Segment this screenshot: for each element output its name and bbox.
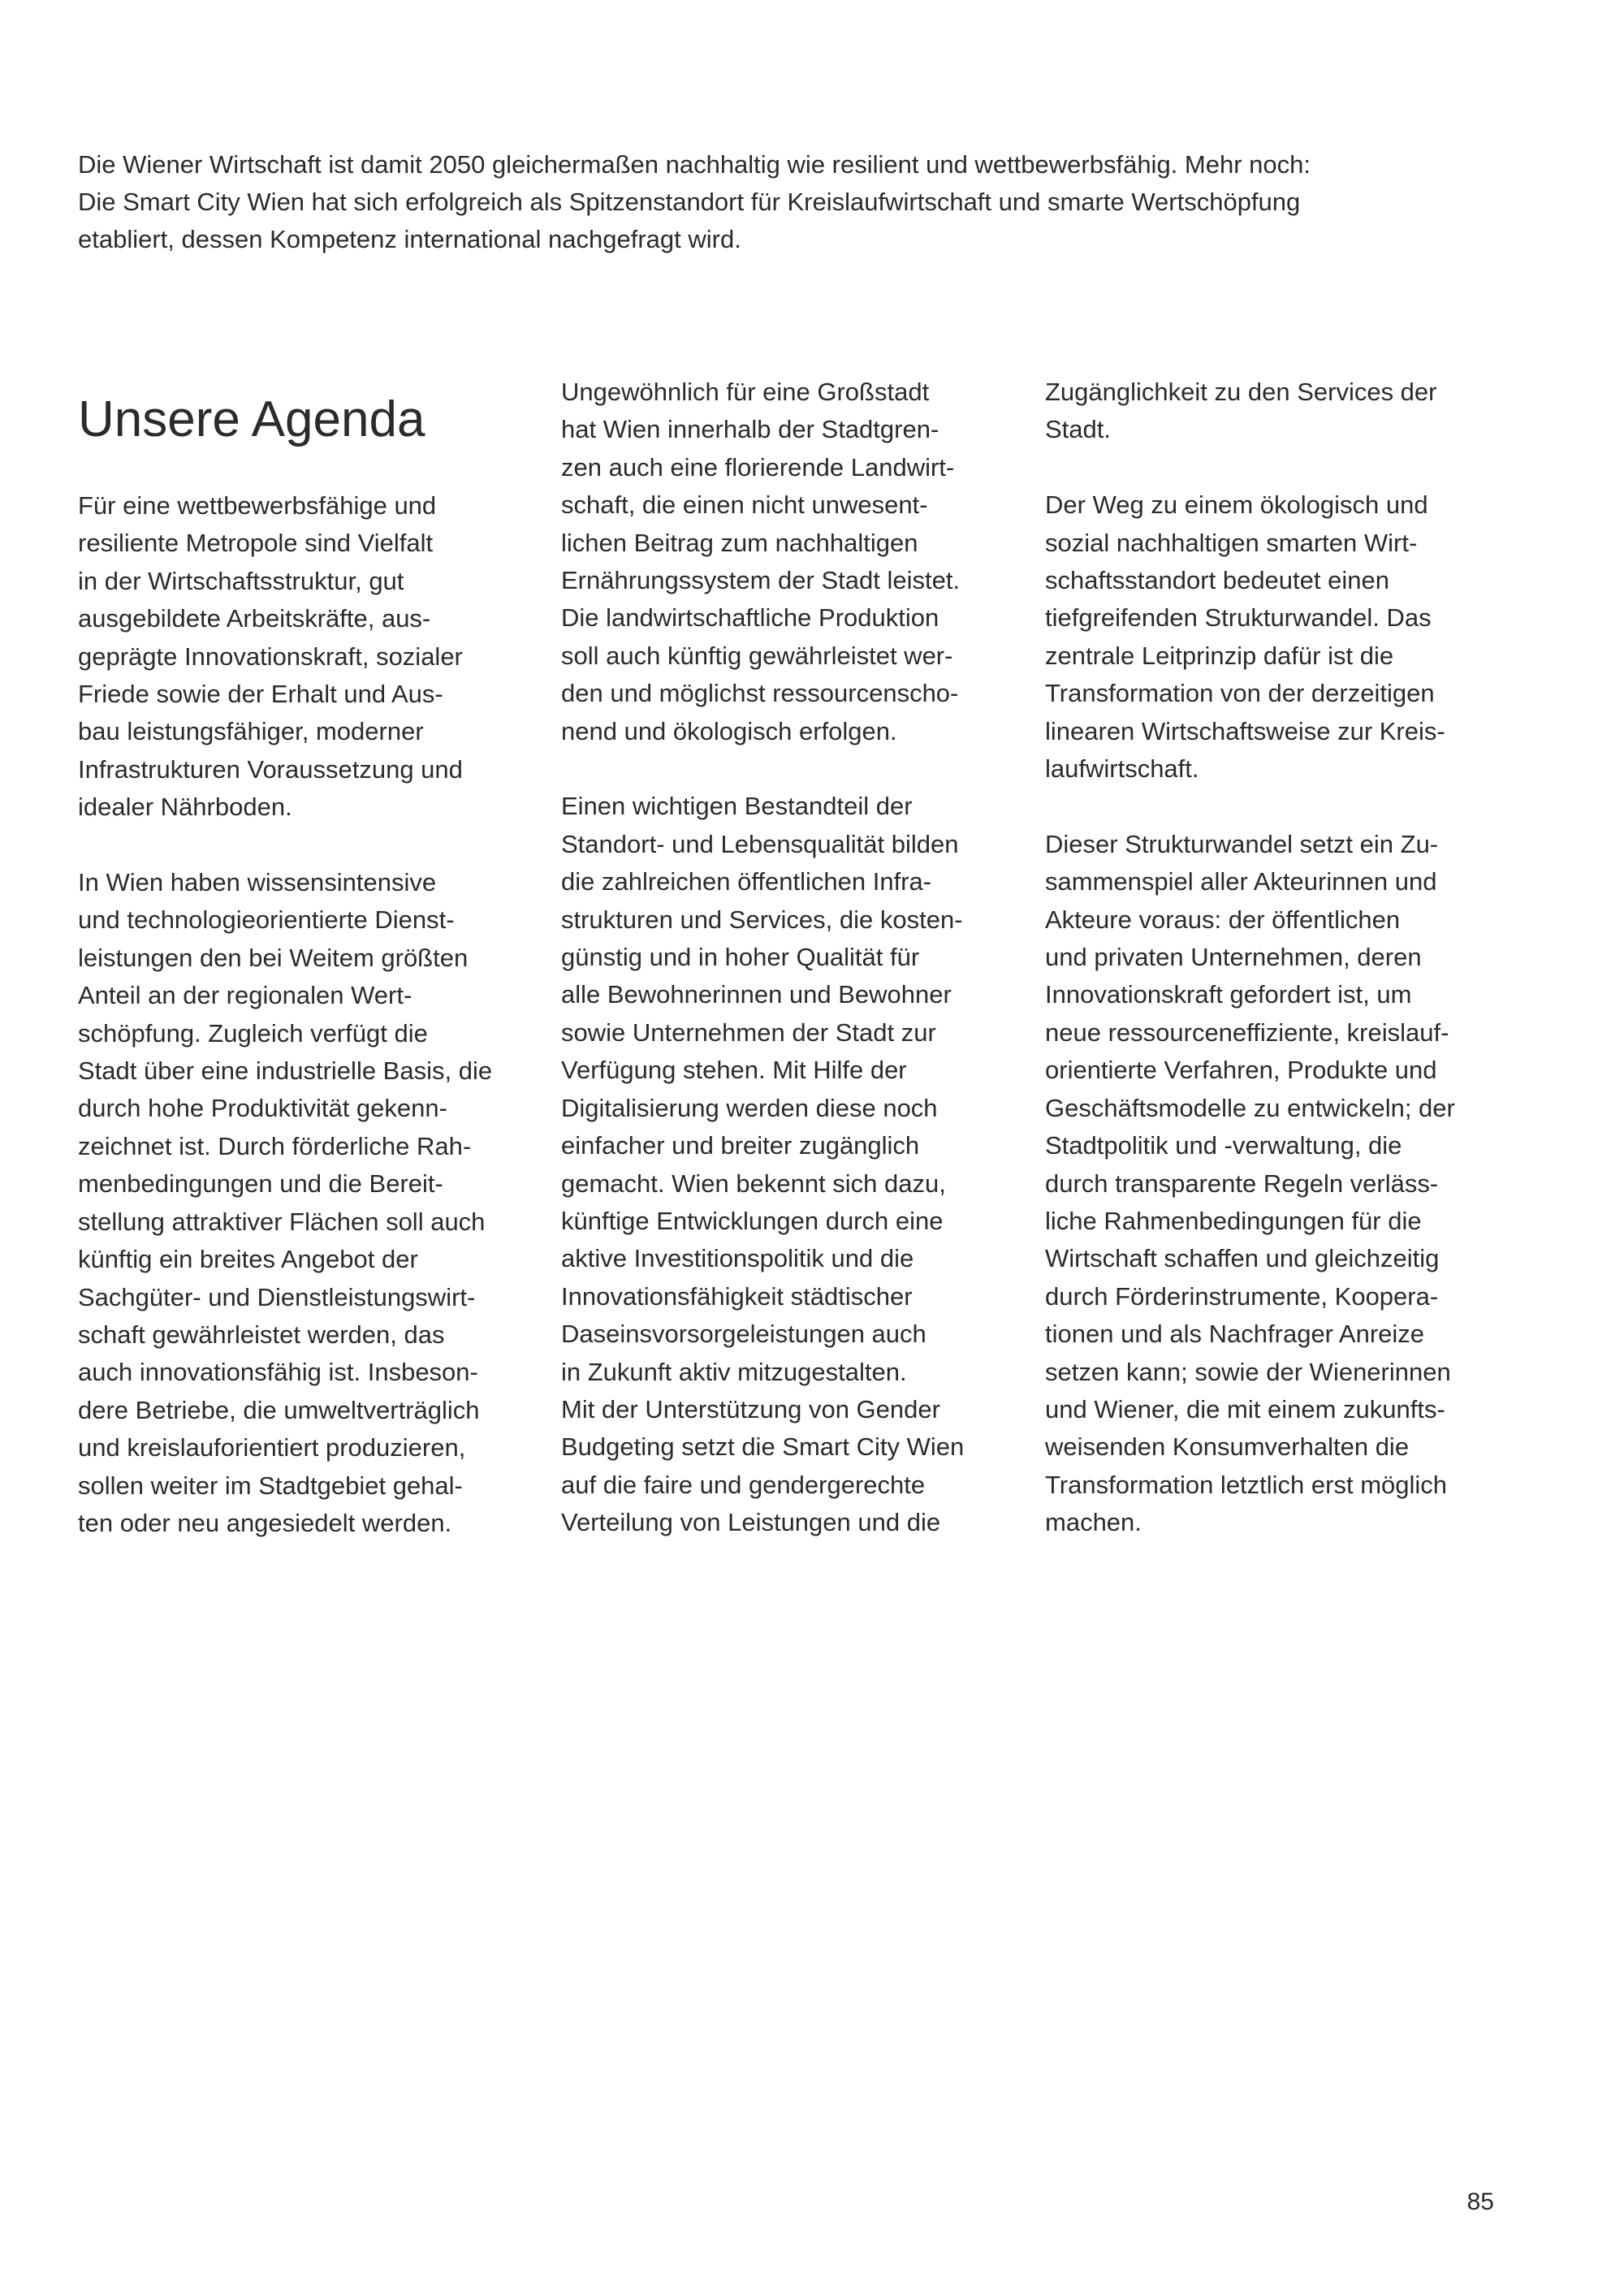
text-line: liche Rahmenbedingungen für die: [1045, 1206, 1422, 1235]
text-line: Der Weg zu einem ökologisch und: [1045, 490, 1428, 520]
text-line: nend und ökologisch erfolgen.: [561, 716, 897, 745]
text-line: Innovationsfähigkeit städtischer: [561, 1281, 913, 1311]
text-line: Anteil an der regionalen Wert-: [78, 981, 412, 1010]
body-paragraph: [78, 864, 533, 1542]
text-line: durch Förderinstrumente, Koopera-: [1045, 1281, 1439, 1311]
text-line: Ernährungssystem der Stadt leistet.: [561, 566, 961, 595]
text-line: weisenden Konsumverhalten die: [1045, 1432, 1410, 1462]
text-column-3: [1045, 374, 1500, 1542]
text-line: Standort- und Lebensqualität bilden: [561, 829, 959, 858]
text-line: Die landwirtschaftliche Produktion: [561, 603, 939, 633]
text-line: Mit der Unterstützung von Gender: [561, 1394, 940, 1423]
text-line: ausgebildete Arbeitskräfte, aus-: [78, 604, 431, 633]
text-line: in Zukunft aktiv mitzugestalten.: [561, 1357, 907, 1386]
text-line: Daseinsvorsorgeleistungen auch: [561, 1320, 926, 1349]
text-line: bau leistungsfähiger, moderner: [78, 717, 424, 746]
text-line: den und möglichst ressourcenscho-: [561, 679, 959, 708]
text-line: alle Bewohnerinnen und Bewohner: [561, 980, 952, 1009]
text-line: Infrastrukturen Voraussetzung und: [78, 754, 463, 784]
body-paragraph: [561, 788, 1016, 1541]
text-line: Stadtpolitik und -verwaltung, die: [1045, 1131, 1402, 1160]
text-line: tiefgreifenden Strukturwandel. Das: [1045, 603, 1432, 633]
text-line: soll auch künftig gewährleistet wer-: [561, 641, 953, 670]
text-line: Transformation von der derzeitigen: [1045, 679, 1435, 708]
text-line: Einen wichtigen Bestandteil der: [561, 792, 913, 821]
text-line: stellung attraktiver Flächen soll auch: [78, 1207, 486, 1236]
text-line: Ungewöhnlich für eine Großstadt: [561, 378, 930, 406]
body-paragraph: [1045, 826, 1500, 1542]
text-line: setzen kann; sowie der Wienerinnen: [1045, 1357, 1451, 1386]
text-line: gemacht. Wien bekennt sich dazu,: [561, 1169, 946, 1198]
text-line: dere Betriebe, die umweltverträglich: [78, 1395, 480, 1424]
text-line: in der Wirtschaftsstruktur, gut: [78, 566, 404, 595]
text-line: resiliente Metropole sind Vielfalt: [78, 529, 434, 558]
text-line: geprägte Innovationskraft, sozialer: [78, 642, 463, 671]
text-line: schöpfung. Zugleich verfügt die: [78, 1018, 428, 1048]
text-line: und privaten Unternehmen, deren: [1045, 943, 1422, 972]
text-line: linearen Wirtschaftsweise zur Kreis-: [1045, 716, 1445, 745]
text-line: und Wiener, die mit einem zukunfts-: [1045, 1394, 1445, 1423]
text-line: sozial nachhaltigen smarten Wirt-: [1045, 528, 1418, 557]
text-line: Friede sowie der Erhalt und Aus-: [78, 680, 443, 709]
text-line: sollen weiter im Stadtgebiet gehal-: [78, 1471, 463, 1500]
intro-line: Die Wiener Wirtschaft ist damit 2050 gleichermaßen nachhaltig wie resilient und wettbewerbsfähig. Mehr noch:: [78, 150, 1311, 179]
text-line: strukturen und Services, die kosten-: [561, 905, 963, 934]
text-line: Verfügung stehen. Mit Hilfe der: [561, 1056, 907, 1085]
text-line: leistungen den bei Weitem größten: [78, 943, 469, 972]
text-line: zen auch eine florierende Landwirt-: [561, 452, 955, 482]
text-line: zeichnet ist. Durch förderliche Rah-: [78, 1131, 472, 1160]
text-line: Dieser Strukturwandel setzt ein Zu-: [1045, 829, 1439, 858]
text-line: schaftsstandort bedeutet einen: [1045, 566, 1389, 595]
body-paragraph: [1045, 486, 1500, 788]
text-line: künftige Entwicklungen durch eine: [561, 1206, 944, 1235]
text-line: aktive Investitionspolitik und die: [561, 1244, 914, 1273]
text-line: Budgeting setzt die Smart City Wien: [561, 1432, 965, 1462]
body-paragraph: [1045, 374, 1500, 449]
text-line: Transformation letztlich erst möglich: [1045, 1470, 1448, 1499]
intro-line: Die Smart City Wien hat sich erfolgreich als Spitzenstandort für Kreislaufwirtschaft und smarte Wertschöpfung: [78, 188, 1301, 216]
text-line: künftig ein breites Angebot der: [78, 1245, 418, 1274]
text-line: Verteilung von Leistungen und die: [561, 1508, 941, 1537]
text-line: schaft gewährleistet werden, das: [78, 1320, 445, 1349]
text-line: machen.: [1045, 1508, 1142, 1537]
body-paragraph: [78, 487, 533, 827]
intro-line: etabliert, dessen Kompetenz international nachgefragt wird.: [78, 225, 741, 253]
text-line: Digitalisierung werden diese noch: [561, 1093, 938, 1122]
text-line: durch hohe Produktivität gekenn-: [78, 1094, 447, 1123]
text-line: einfacher und breiter zugänglich: [561, 1131, 920, 1160]
text-line: ten oder neu angesiedelt werden.: [78, 1508, 452, 1537]
text-line: Stadt.: [1045, 415, 1111, 444]
text-line: tionen und als Nachfrager Anreize: [1045, 1320, 1425, 1349]
text-line: Stadt über eine industrielle Basis, die: [78, 1056, 493, 1086]
text-line: Wirtschaft schaffen und gleichzeitig: [1045, 1244, 1440, 1273]
text-line: und technologieorientierte Dienst-: [78, 905, 455, 935]
text-column-2: [561, 374, 1016, 1542]
text-line: laufwirtschaft.: [1045, 754, 1199, 784]
text-line: durch transparente Regeln verläss-: [1045, 1169, 1439, 1198]
text-line: auch innovationsfähig ist. Insbeson-: [78, 1358, 478, 1387]
text-line: Für eine wettbewerbsfähige und: [78, 491, 437, 520]
text-line: Innovationskraft gefordert ist, um: [1045, 980, 1412, 1009]
intro-paragraph: [78, 146, 1556, 258]
text-line: schaft, die einen nicht unwesent-: [561, 490, 928, 520]
text-line: sowie Unternehmen der Stadt zur: [561, 1017, 936, 1047]
section-heading: Unsere Agenda: [78, 391, 425, 447]
text-line: Zugänglichkeit zu den Services der: [1045, 378, 1437, 406]
text-line: sammenspiel aller Akteurinnen und: [1045, 867, 1437, 896]
body-paragraph: [561, 374, 1016, 750]
text-line: menbedingungen und die Bereit-: [78, 1169, 443, 1199]
text-line: neue ressourceneffiziente, kreislauf-: [1045, 1017, 1449, 1047]
text-line: hat Wien innerhalb der Stadtgren-: [561, 415, 939, 444]
text-line: In Wien haben wissensintensive: [78, 868, 437, 897]
text-line: und kreislauforientiert produzieren,: [78, 1433, 466, 1462]
text-column-1: [78, 374, 533, 1542]
text-line: idealer Nährboden.: [78, 793, 292, 822]
text-line: Akteure voraus: der öffentlichen: [1045, 905, 1401, 934]
text-line: orientierte Verfahren, Produkte und: [1045, 1056, 1437, 1085]
text-line: Sachgüter- und Dienstleistungswirt-: [78, 1282, 476, 1311]
text-line: lichen Beitrag zum nachhaltigen: [561, 528, 918, 557]
page-number: 85: [1466, 2188, 1494, 2215]
text-line: Geschäftsmodelle zu entwickeln; der: [1045, 1093, 1455, 1122]
text-line: zentrale Leitprinzip dafür ist die: [1045, 641, 1394, 670]
text-line: die zahlreichen öffentlichen Infra-: [561, 867, 932, 896]
text-line: auf die faire und gendergerechte: [561, 1470, 926, 1499]
text-line: günstig und in hoher Qualität für: [561, 943, 920, 972]
